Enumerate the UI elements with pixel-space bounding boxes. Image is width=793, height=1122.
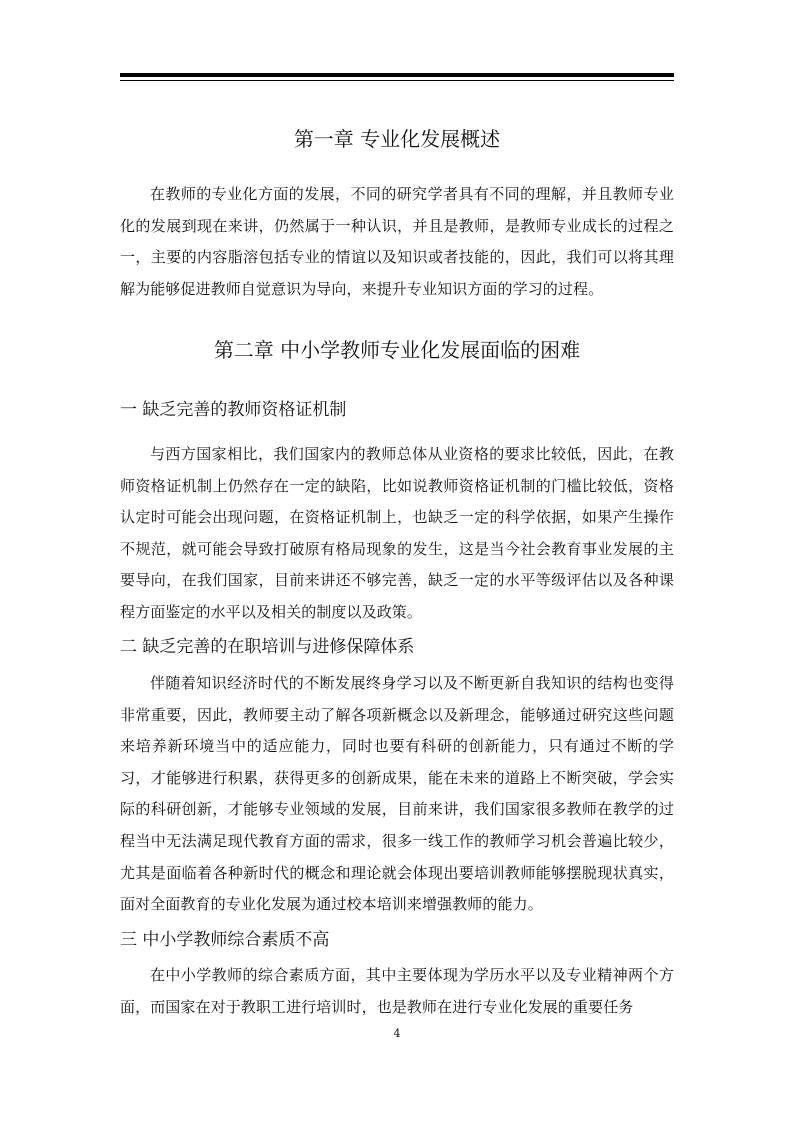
section-1-title: 一 缺乏完善的教师资格证机制	[120, 400, 347, 420]
paragraph-3: 伴随着知识经济时代的不断发展终身学习以及不断更新自我知识的结构也变得非常重要，因此，教师要主动了解各项新概念以及新理念，能够通过研究这些问题来培养新环境当中的适应能力，同时也要有科研的创新能力，只有通过不断的学习，才能够进行积累，获得更多的创新成果，能在未来的道路上不断突破，学会实际的科研创新，才能够专业领域的发展，目前来讲，我们国家很多教师在教学的过程当中无法满足现代教育方面的需求，很多一线工作的教师学习机会普遍比较少，尤其是面临着各种新时代的概念和理论就会体现出要培训教师能够摆脱现状真实，面对全面教育的专业化发展为通过校本培训来增强教师的能力。	[120, 674, 674, 914]
chapter-2-title: 第二章 中小学教师专业化发展面临的困难	[213, 338, 581, 362]
section-2-title: 二 缺乏完善的在职培训与进修保障体系	[120, 637, 415, 657]
page-number: 4	[393, 1027, 401, 1040]
paragraph-4: 在中小学教师的综合素质方面，其中主要体现为学历水平以及专业精神两个方面，而国家在对于教职工进行培训时，也是教师在进行专业化发展的重要任务	[120, 966, 674, 1016]
chapter-1-title: 第一章 专业化发展概述	[293, 127, 501, 151]
header-rule-thin	[120, 80, 674, 81]
section-3-title: 三 中小学教师综合素质不高	[120, 930, 330, 950]
header-rule-thick	[120, 73, 674, 77]
paragraph-2: 与西方国家相比，我们国家内的教师总体从业资格的要求比较低，因此，在教师资格证机制上仍然存在一定的缺陷，比如说教师资格证机制的门槛比较低，资格认定时可能会出现问题，在资格证机制上，也缺乏一定的科学依据，如果产生操作不规范，就可能会导致打破原有格局现象的发生，这是当今社会教育事业发展的主要导向，在我们国家，目前来讲还不够完善，缺乏一定的水平等级评估以及各种课程方面鉴定的水平以及相关的制度以及政策。	[120, 445, 674, 621]
paragraph-1: 在教师的专业化方面的发展，不同的研究学者具有不同的理解，并且教师专业化的发展到现在来讲，仍然属于一种认识，并且是教师，是教师专业成长的过程之一，主要的内容脂溶包括专业的情谊以及知识或者技能的，因此，我们可以将其理解为能够促进教师自觉意识为导向，来提升专业知识方面的学习的过程。	[120, 185, 674, 298]
